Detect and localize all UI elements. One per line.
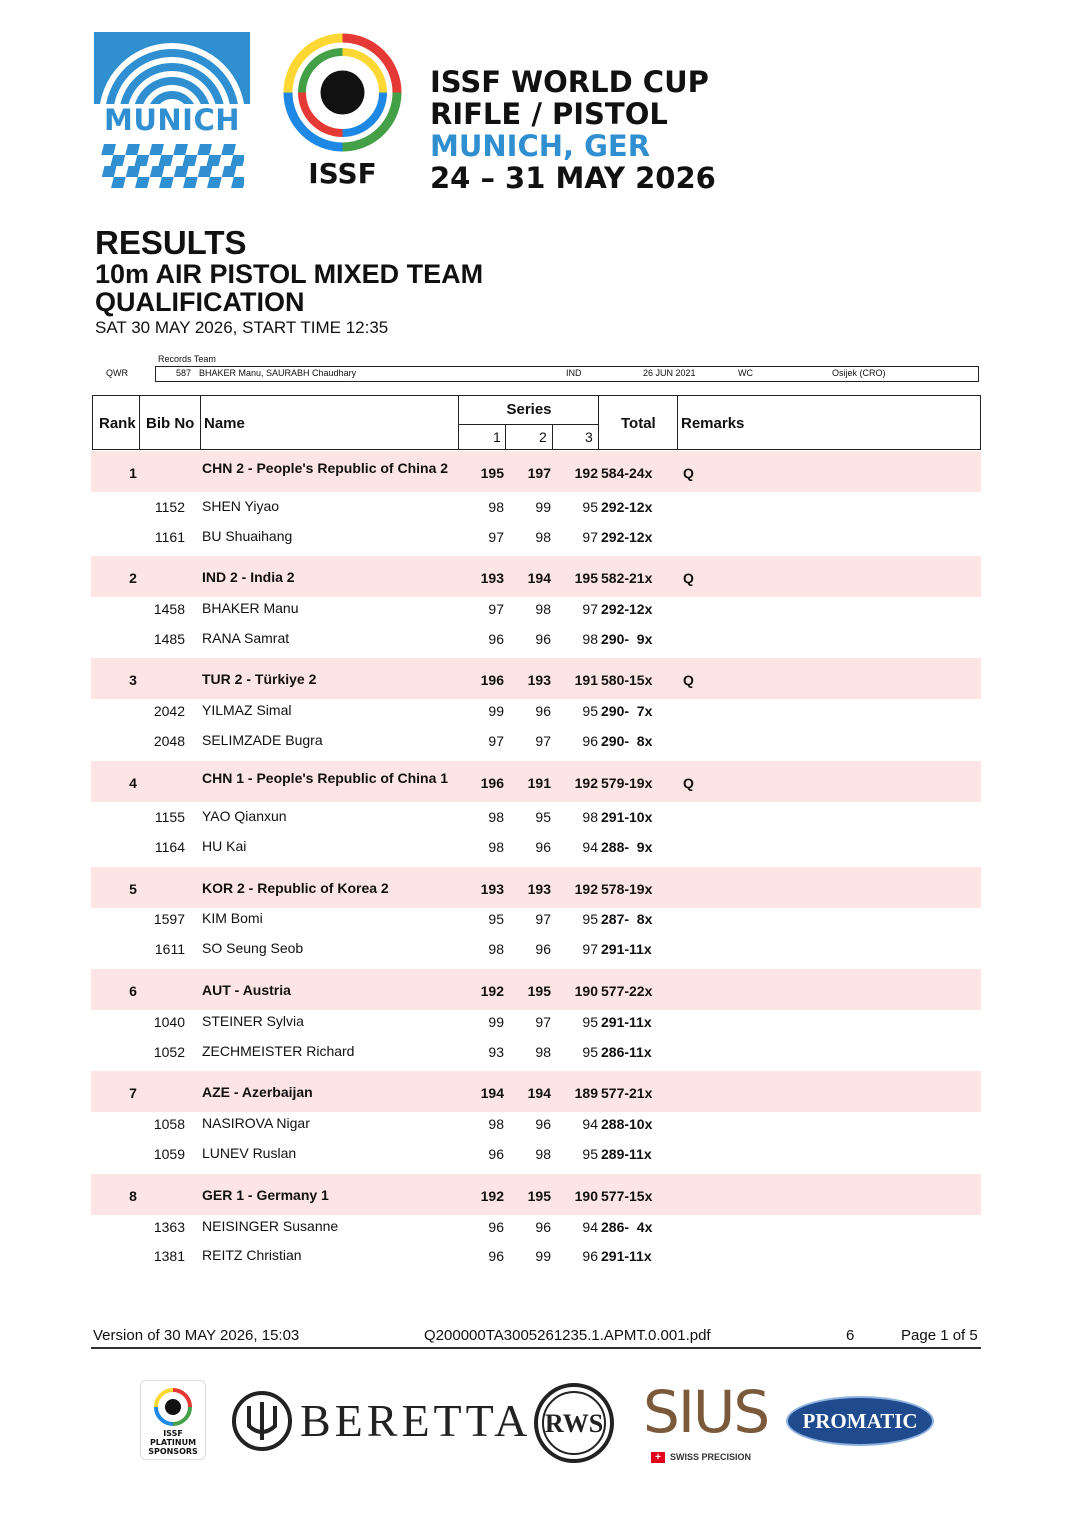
athlete-bib: 1597 bbox=[153, 911, 185, 927]
athlete-bib: 1040 bbox=[153, 1014, 185, 1030]
munich-wordmark: MUNICH bbox=[103, 103, 241, 137]
event-title bbox=[430, 66, 716, 194]
athlete-series-1: 97 bbox=[488, 601, 504, 617]
athlete-total: 291-11x bbox=[601, 941, 652, 957]
issf-logo bbox=[280, 30, 405, 190]
athlete-total: 286-11x bbox=[601, 1044, 652, 1060]
athlete-name: ZECHMEISTER Richard bbox=[202, 1043, 355, 1059]
athlete-series-1: 97 bbox=[488, 733, 504, 749]
team-series-2: 197 bbox=[527, 465, 551, 481]
team-series-1: 194 bbox=[480, 1085, 504, 1101]
athlete-series-3: 95 bbox=[582, 1014, 598, 1030]
athlete-row bbox=[91, 1116, 981, 1134]
athlete-series-1: 98 bbox=[488, 941, 504, 957]
team-total: 577-22x bbox=[601, 983, 653, 999]
athlete-row bbox=[91, 1248, 981, 1266]
athlete-row bbox=[91, 1014, 981, 1032]
team-row bbox=[91, 969, 981, 1010]
issf-platinum-sponsors-logo bbox=[140, 1380, 206, 1460]
team-name: AZE - Azerbaijan bbox=[202, 1084, 313, 1100]
athlete-total: 292-12x bbox=[601, 529, 653, 545]
athlete-series-3: 96 bbox=[582, 1248, 598, 1264]
team-series-1: 195 bbox=[480, 465, 504, 481]
athlete-bib: 1161 bbox=[154, 529, 185, 545]
athlete-name: SELIMZADE Bugra bbox=[202, 732, 323, 748]
athlete-series-2: 99 bbox=[535, 1248, 551, 1264]
athlete-row bbox=[91, 941, 981, 959]
athlete-series-3: 97 bbox=[582, 529, 598, 545]
athlete-series-1: 98 bbox=[488, 809, 504, 825]
team-series-3: 195 bbox=[574, 570, 598, 586]
team-series-3: 190 bbox=[574, 1188, 598, 1204]
athlete-name: BHAKER Manu bbox=[202, 600, 299, 616]
file-name: Q200000TA3005261235.1.APMT.0.001.pdf bbox=[424, 1327, 711, 1344]
athlete-series-3: 95 bbox=[582, 499, 598, 515]
athlete-name: SO Seung Seob bbox=[202, 940, 304, 956]
athlete-series-2: 99 bbox=[535, 499, 551, 515]
records-label: Records Team bbox=[158, 354, 216, 364]
record-score: 587 bbox=[176, 368, 192, 378]
bavarian-checker-pattern bbox=[100, 144, 244, 188]
athlete-series-2: 96 bbox=[535, 631, 551, 647]
athlete-series-2: 97 bbox=[535, 1014, 551, 1030]
athlete-total: 289-11x bbox=[601, 1146, 652, 1162]
team-total: 577-15x bbox=[601, 1188, 653, 1204]
athlete-bib: 1611 bbox=[154, 941, 185, 957]
team-series-3: 192 bbox=[574, 465, 598, 481]
team-series-1: 192 bbox=[480, 1188, 504, 1204]
athlete-row bbox=[91, 1219, 981, 1237]
issf-wordmark: ISSF bbox=[308, 157, 377, 190]
athlete-bib: 1485 bbox=[153, 631, 185, 647]
beretta-logo: BERETTA bbox=[300, 1395, 532, 1446]
record-location: Osijek (CRO) bbox=[832, 368, 886, 378]
athlete-series-3: 98 bbox=[582, 809, 598, 825]
athlete-total: 291-11x bbox=[601, 1014, 652, 1030]
header-remarks: Remarks bbox=[681, 415, 745, 432]
team-row bbox=[91, 451, 981, 492]
event-title-line1: ISSF WORLD CUP bbox=[430, 65, 709, 99]
team-series-2: 193 bbox=[527, 672, 551, 688]
promatic-logo: PROMATIC bbox=[786, 1396, 934, 1446]
athlete-series-1: 96 bbox=[488, 1248, 504, 1264]
team-total: 578-19x bbox=[601, 881, 653, 897]
athlete-series-2: 96 bbox=[535, 703, 551, 719]
team-row bbox=[91, 867, 981, 908]
team-series-3: 189 bbox=[574, 1085, 598, 1101]
results-title: RESULTS bbox=[95, 224, 247, 261]
athlete-total: 290- 9x bbox=[601, 631, 653, 647]
header-series-1: 1 bbox=[493, 429, 501, 445]
team-name: CHN 1 - People's Republic of China 1 bbox=[202, 770, 449, 786]
athlete-series-1: 96 bbox=[488, 1146, 504, 1162]
athlete-series-1: 97 bbox=[488, 529, 504, 545]
athlete-name: RANA Samrat bbox=[202, 630, 290, 646]
athlete-name: YILMAZ Simal bbox=[202, 702, 292, 718]
athlete-name: NASIROVA Nigar bbox=[202, 1115, 310, 1131]
athlete-series-2: 98 bbox=[535, 1044, 551, 1060]
athlete-series-3: 95 bbox=[582, 703, 598, 719]
sius-logo: SIUS bbox=[643, 1378, 769, 1446]
athlete-total: 288- 9x bbox=[601, 839, 653, 855]
athlete-series-2: 97 bbox=[535, 733, 551, 749]
athlete-total: 290- 8x bbox=[601, 733, 653, 749]
svg-text:RWS: RWS bbox=[544, 1409, 604, 1438]
rws-logo bbox=[533, 1382, 615, 1464]
team-remarks: Q bbox=[683, 672, 694, 688]
team-series-2: 195 bbox=[527, 1188, 551, 1204]
version-text: Version of 30 MAY 2026, 15:03 bbox=[93, 1327, 300, 1344]
athlete-bib: 1164 bbox=[154, 839, 185, 855]
athlete-series-1: 98 bbox=[488, 499, 504, 515]
team-series-2: 194 bbox=[527, 570, 551, 586]
sius-tagline: SWISS PRECISION bbox=[670, 1452, 752, 1462]
athlete-row bbox=[91, 839, 981, 857]
team-series-2: 191 bbox=[527, 775, 551, 791]
team-remarks: Q bbox=[683, 570, 694, 586]
team-rank: 4 bbox=[129, 775, 137, 791]
athlete-total: 287- 8x bbox=[601, 911, 653, 927]
athlete-series-1: 96 bbox=[488, 1219, 504, 1235]
team-series-2: 194 bbox=[527, 1085, 551, 1101]
issf-sponsor-line2: PLATINUM bbox=[149, 1438, 197, 1447]
header-series: Series bbox=[506, 401, 552, 418]
athlete-series-3: 95 bbox=[582, 1146, 598, 1162]
results-table-header bbox=[92, 395, 981, 450]
athlete-name: SHEN Yiyao bbox=[202, 498, 280, 514]
athlete-total: 286- 4x bbox=[601, 1219, 653, 1235]
issf-target-icon bbox=[153, 1387, 193, 1427]
header-bib: Bib No bbox=[146, 415, 195, 432]
athlete-row bbox=[91, 1146, 981, 1164]
athlete-series-2: 96 bbox=[535, 1219, 551, 1235]
athlete-name: BU Shuaihang bbox=[202, 528, 293, 544]
team-series-3: 192 bbox=[574, 881, 598, 897]
team-series-1: 192 bbox=[480, 983, 504, 999]
athlete-series-1: 99 bbox=[488, 1014, 504, 1030]
team-row bbox=[91, 658, 981, 699]
report-code: 6 bbox=[846, 1327, 855, 1344]
team-rank: 2 bbox=[129, 570, 137, 586]
team-row bbox=[91, 1071, 981, 1112]
athlete-row bbox=[91, 911, 981, 929]
athlete-total: 288-10x bbox=[601, 1116, 653, 1132]
athlete-series-2: 96 bbox=[535, 941, 551, 957]
record-holder: BHAKER Manu, SAURABH Chaudhary bbox=[199, 368, 357, 378]
record-type: QWR bbox=[106, 368, 128, 378]
athlete-series-1: 98 bbox=[488, 1116, 504, 1132]
athlete-series-2: 97 bbox=[535, 911, 551, 927]
event-name: 10m AIR PISTOL MIXED TEAM bbox=[95, 259, 484, 289]
athlete-bib: 1363 bbox=[153, 1219, 185, 1235]
athlete-bib: 1458 bbox=[153, 601, 185, 617]
team-remarks: Q bbox=[683, 465, 694, 481]
athlete-row bbox=[91, 809, 981, 827]
athlete-bib: 1152 bbox=[154, 499, 185, 515]
athlete-series-3: 96 bbox=[582, 733, 598, 749]
team-series-1: 196 bbox=[480, 672, 504, 688]
team-name: AUT - Austria bbox=[202, 982, 291, 998]
event-title-line2: RIFLE / PISTOL bbox=[430, 97, 668, 131]
team-series-3: 192 bbox=[574, 775, 598, 791]
athlete-series-2: 98 bbox=[535, 529, 551, 545]
athlete-row bbox=[91, 703, 981, 721]
athlete-series-3: 95 bbox=[582, 1044, 598, 1060]
athlete-name: LUNEV Ruslan bbox=[202, 1145, 297, 1161]
athlete-series-2: 96 bbox=[535, 1116, 551, 1132]
team-rank: 3 bbox=[129, 672, 137, 688]
athlete-series-3: 97 bbox=[582, 601, 598, 617]
record-nation: IND bbox=[566, 368, 582, 378]
issf-sponsor-line1: ISSF bbox=[163, 1429, 183, 1438]
team-total: 584-24x bbox=[601, 465, 653, 481]
team-name: IND 2 - India 2 bbox=[202, 569, 295, 585]
athlete-series-1: 93 bbox=[488, 1044, 504, 1060]
athlete-series-3: 94 bbox=[582, 1116, 598, 1132]
athlete-bib: 1059 bbox=[153, 1146, 185, 1162]
header-total: Total bbox=[621, 415, 656, 432]
footer-divider bbox=[91, 1347, 981, 1349]
athlete-name: REITZ Christian bbox=[202, 1247, 302, 1263]
team-series-2: 195 bbox=[527, 983, 551, 999]
team-series-1: 193 bbox=[480, 570, 504, 586]
athlete-series-2: 98 bbox=[535, 601, 551, 617]
team-total: 580-15x bbox=[601, 672, 653, 688]
header-series-2: 2 bbox=[539, 429, 547, 445]
athlete-series-2: 96 bbox=[535, 839, 551, 855]
athlete-series-2: 98 bbox=[535, 1146, 551, 1162]
athlete-name: KIM Bomi bbox=[202, 910, 263, 926]
team-rank: 1 bbox=[129, 465, 137, 481]
header-series-3: 3 bbox=[585, 429, 593, 445]
team-total: 577-21x bbox=[601, 1085, 653, 1101]
athlete-series-3: 94 bbox=[582, 839, 598, 855]
team-remarks: Q bbox=[683, 775, 694, 791]
athlete-total: 290- 7x bbox=[601, 703, 653, 719]
issf-target-icon bbox=[280, 30, 405, 155]
athlete-bib: 2042 bbox=[153, 703, 185, 719]
athlete-bib: 1155 bbox=[154, 809, 185, 825]
team-row bbox=[91, 761, 981, 802]
team-name: KOR 2 - Republic of Korea 2 bbox=[202, 880, 389, 896]
athlete-bib: 1052 bbox=[153, 1044, 185, 1060]
athlete-total: 291-11x bbox=[601, 1248, 652, 1264]
team-series-1: 193 bbox=[480, 881, 504, 897]
team-series-3: 190 bbox=[574, 983, 598, 999]
athlete-row bbox=[91, 499, 981, 517]
team-total: 582-21x bbox=[601, 570, 653, 586]
results-heading bbox=[95, 226, 483, 339]
swiss-flag-icon: + bbox=[651, 1452, 665, 1463]
page-number: Page 1 of 5 bbox=[901, 1327, 978, 1344]
athlete-row bbox=[91, 733, 981, 751]
athlete-series-1: 99 bbox=[488, 703, 504, 719]
munich-logo bbox=[94, 32, 250, 188]
issf-sponsor-line3: SPONSORS bbox=[148, 1447, 198, 1456]
athlete-series-1: 95 bbox=[488, 911, 504, 927]
event-location: MUNICH, GER bbox=[430, 129, 651, 163]
athlete-series-3: 94 bbox=[582, 1219, 598, 1235]
team-rank: 8 bbox=[129, 1188, 137, 1204]
record-competition: WC bbox=[738, 368, 753, 378]
athlete-bib: 2048 bbox=[153, 733, 185, 749]
team-series-2: 193 bbox=[527, 881, 551, 897]
athlete-row bbox=[91, 631, 981, 649]
team-row bbox=[91, 556, 981, 597]
athlete-bib: 1058 bbox=[153, 1116, 185, 1132]
athlete-row bbox=[91, 601, 981, 619]
beretta-trident-icon bbox=[231, 1390, 293, 1452]
stage-name: QUALIFICATION bbox=[95, 287, 305, 317]
athlete-series-1: 98 bbox=[488, 839, 504, 855]
athlete-total: 292-12x bbox=[601, 601, 653, 617]
team-row bbox=[91, 1174, 981, 1215]
athlete-series-1: 96 bbox=[488, 631, 504, 647]
team-rank: 7 bbox=[129, 1085, 137, 1101]
team-name: CHN 2 - People's Republic of China 2 bbox=[202, 460, 449, 476]
athlete-name: NEISINGER Susanne bbox=[202, 1218, 339, 1234]
team-series-3: 191 bbox=[574, 672, 598, 688]
athlete-name: YAO Qianxun bbox=[202, 808, 287, 824]
athlete-row bbox=[91, 529, 981, 547]
athlete-series-3: 98 bbox=[582, 631, 598, 647]
team-series-1: 196 bbox=[480, 775, 504, 791]
athlete-bib: 1381 bbox=[153, 1248, 185, 1264]
event-dates: 24 – 31 MAY 2026 bbox=[430, 161, 716, 195]
team-name: GER 1 - Germany 1 bbox=[202, 1187, 329, 1203]
header-name: Name bbox=[204, 415, 245, 432]
team-rank: 5 bbox=[129, 881, 137, 897]
team-total: 579-19x bbox=[601, 775, 653, 791]
athlete-total: 292-12x bbox=[601, 499, 653, 515]
athlete-series-3: 95 bbox=[582, 911, 598, 927]
header-rank: Rank bbox=[99, 415, 136, 432]
records-box bbox=[155, 366, 979, 382]
team-name: TUR 2 - Türkiye 2 bbox=[202, 671, 317, 687]
athlete-name: STEINER Sylvia bbox=[202, 1013, 304, 1029]
record-date: 26 JUN 2021 bbox=[643, 368, 696, 378]
athlete-series-3: 97 bbox=[582, 941, 598, 957]
athlete-row bbox=[91, 1044, 981, 1062]
athlete-total: 291-10x bbox=[601, 809, 653, 825]
athlete-series-2: 95 bbox=[535, 809, 551, 825]
team-rank: 6 bbox=[129, 983, 137, 999]
start-datetime: SAT 30 MAY 2026, START TIME 12:35 bbox=[95, 318, 389, 337]
athlete-name: HU Kai bbox=[202, 838, 247, 854]
